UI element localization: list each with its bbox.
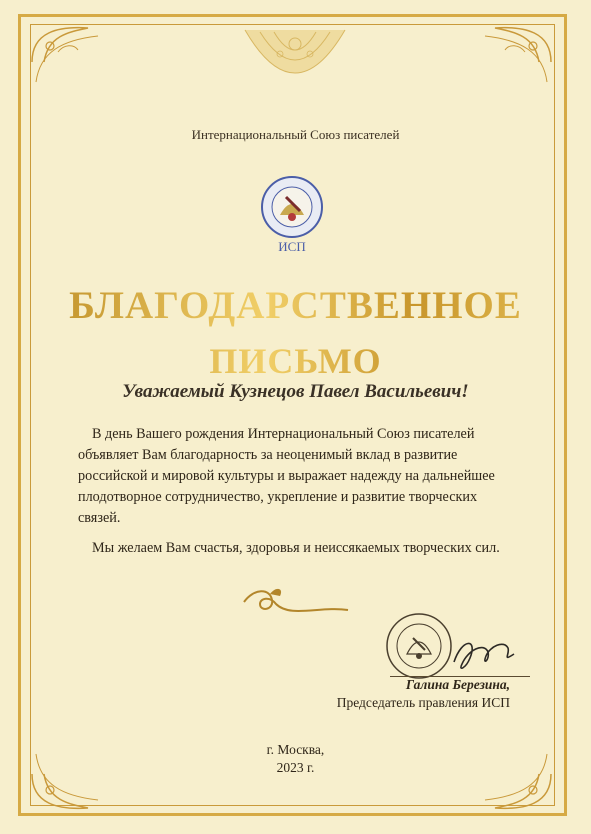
issue-place: г. Москва,: [266, 742, 325, 757]
salutation: Уважаемый Кузнецов Павел Васильевич!: [122, 381, 469, 402]
corner-ornament-icon: [465, 22, 555, 92]
isp-emblem-icon: [256, 175, 328, 255]
organization-name: Интернациональный Союз писателей: [191, 127, 400, 142]
lace-ornament-icon: [240, 26, 350, 96]
body-paragraph-2: Мы желаем Вам счастья, здоровья и неиссякаемых творческих сил.: [92, 540, 500, 556]
emblem-abbreviation: ИСП: [278, 239, 306, 254]
title-line-2: ПИСЬМО: [0, 340, 591, 382]
handwritten-signature-icon: [448, 632, 522, 676]
flourish-ornament-icon: [240, 584, 352, 620]
corner-ornament-icon: [28, 22, 118, 92]
title-line-1: БЛАГОДАРСТВЕННОЕ: [0, 283, 591, 328]
signer-name: Галина Березина,: [405, 677, 510, 692]
body-paragraph-1: В день Вашего рождения Интернациональный Союз писателей объявляет Вам благодарность за неоценимый вклад в развитие российской и мировой культуры и выражает надежду на дальнейшее плодотворное сотрудничество, укрепление и развитие творческих связей.: [78, 426, 495, 526]
issue-year: 2023 г.: [276, 760, 315, 775]
official-stamp-icon: [385, 612, 453, 680]
signer-role: Председатель правления ИСП: [336, 695, 510, 710]
